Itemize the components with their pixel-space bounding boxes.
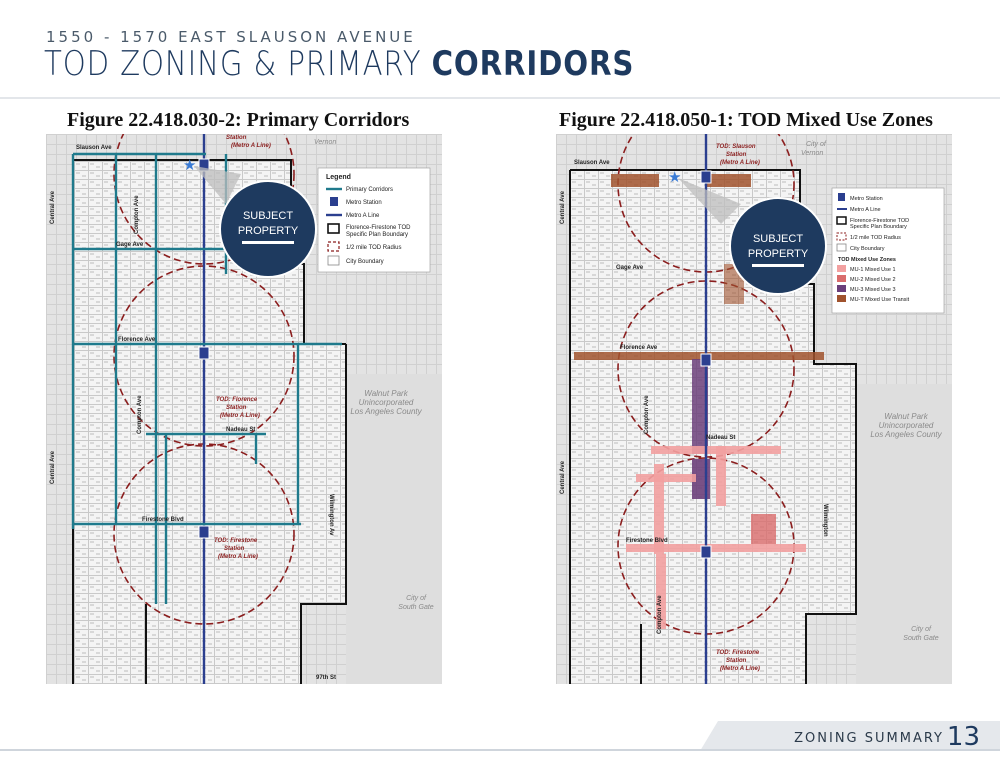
subject-callout-line2: PROPERTY	[237, 225, 299, 237]
subject-callout-line1: SUBJECT	[242, 210, 294, 222]
svg-text:Station: Station	[226, 405, 247, 411]
svg-text:Florence Ave: Florence Ave	[118, 337, 156, 343]
svg-text:South Gate: South Gate	[903, 635, 939, 642]
svg-text:Compton Ave: Compton Ave	[137, 395, 143, 434]
svg-text:City Boundary: City Boundary	[346, 259, 384, 265]
svg-text:Unincorporated: Unincorporated	[878, 421, 934, 430]
svg-text:Compton Ave: Compton Ave	[134, 195, 140, 234]
svg-text:Specific Plan Boundary: Specific Plan Boundary	[346, 232, 409, 238]
svg-text:(Metro A Line): (Metro A Line)	[720, 160, 760, 166]
svg-text:South Gate: South Gate	[398, 604, 434, 611]
page-title-light: TOD ZONING & PRIMARY	[44, 44, 432, 84]
svg-text:MU-3 Mixed Use 3: MU-3 Mixed Use 3	[850, 287, 896, 293]
svg-text:1/2 mile TOD Radius: 1/2 mile TOD Radius	[346, 245, 402, 251]
svg-text:(Metro A Line): (Metro A Line)	[220, 413, 260, 419]
svg-text:TOD: Firestone: TOD: Firestone	[214, 538, 258, 544]
svg-text:Unincorporated: Unincorporated	[358, 398, 414, 407]
svg-text:Firestone Blvd: Firestone Blvd	[142, 517, 184, 523]
figure-left-title: Figure 22.418.030-2: Primary Corridors	[67, 109, 410, 131]
svg-text:Central Ave: Central Ave	[50, 451, 56, 484]
mixed-use-zones-map	[556, 134, 952, 684]
svg-text:Primary Corridors: Primary Corridors	[346, 187, 394, 193]
svg-text:Florence Ave: Florence Ave	[620, 345, 658, 351]
svg-text:Florence-Firestone TOD: Florence-Firestone TOD	[346, 225, 411, 231]
svg-text:Wilmington Av: Wilmington Av	[328, 494, 334, 536]
svg-text:Gage Ave: Gage Ave	[616, 265, 644, 271]
svg-text:Metro A Line: Metro A Line	[346, 213, 380, 219]
svg-text:Metro Station: Metro Station	[346, 200, 382, 206]
svg-text:MU-1 Mixed Use 1: MU-1 Mixed Use 1	[850, 267, 896, 273]
svg-text:City of: City of	[806, 141, 826, 148]
svg-text:(Metro A Line): (Metro A Line)	[231, 143, 271, 149]
svg-text:MU-T Mixed Use Transit: MU-T Mixed Use Transit	[850, 297, 910, 303]
svg-text:(Metro A Line): (Metro A Line)	[218, 554, 258, 560]
svg-text:(Metro A Line): (Metro A Line)	[720, 666, 760, 672]
svg-text:Slauson Ave: Slauson Ave	[76, 145, 112, 151]
page-title	[44, 44, 634, 84]
svg-text:Walnut Park: Walnut Park	[364, 389, 408, 398]
svg-text:TOD: Slauson: TOD: Slauson	[716, 144, 756, 150]
svg-text:Metro Station: Metro Station	[850, 196, 883, 202]
svg-text:Compton Ave: Compton Ave	[644, 395, 650, 434]
svg-text:Wilmington: Wilmington	[822, 504, 828, 537]
subject-star-icon: ★	[183, 157, 197, 174]
page-number: 13	[946, 722, 980, 752]
svg-text:Florence-Firestone TOD: Florence-Firestone TOD	[850, 218, 910, 224]
svg-text:Nadeau St: Nadeau St	[226, 427, 256, 433]
svg-text:1/2 mile TOD Radius: 1/2 mile TOD Radius	[850, 235, 901, 241]
svg-text:City Boundary: City Boundary	[850, 246, 885, 252]
header-divider	[0, 97, 1000, 99]
primary-corridors-map	[46, 134, 442, 684]
svg-text:Central Ave: Central Ave	[560, 191, 566, 224]
svg-text:Los Angeles County: Los Angeles County	[350, 407, 422, 416]
svg-text:Station: Station	[224, 546, 245, 552]
svg-text:Walnut Park: Walnut Park	[884, 412, 928, 421]
svg-text:Station: Station	[726, 152, 747, 158]
page-title-bold: CORRIDORS	[431, 44, 635, 84]
property-address: 1550 - 1570 EAST SLAUSON AVENUE	[46, 28, 416, 46]
figure-right-title: Figure 22.418.050-1: TOD Mixed Use Zones	[559, 109, 933, 131]
svg-text:Los Angeles County: Los Angeles County	[870, 430, 942, 439]
svg-text:Central Ave: Central Ave	[560, 461, 566, 494]
svg-text:City of: City of	[406, 595, 426, 602]
svg-text:Station: Station	[226, 135, 247, 141]
svg-text:MU-2 Mixed Use 2: MU-2 Mixed Use 2	[850, 277, 896, 283]
svg-text:Metro A Line: Metro A Line	[850, 207, 881, 213]
svg-text:TOD Mixed Use Zones: TOD Mixed Use Zones	[838, 257, 896, 263]
svg-text:Nadeau St: Nadeau St	[706, 435, 736, 441]
svg-text:Vernon: Vernon	[801, 150, 824, 157]
svg-text:Gage Ave: Gage Ave	[116, 242, 144, 248]
svg-text:Station: Station	[726, 658, 747, 664]
subject-star-icon-right: ★	[668, 169, 682, 186]
svg-text:Vernon: Vernon	[314, 139, 337, 146]
svg-text:Compton Ave: Compton Ave	[657, 595, 663, 634]
subject-callout-right-line1: SUBJECT	[752, 233, 804, 245]
svg-text:Specific Plan Boundary: Specific Plan Boundary	[850, 224, 907, 230]
svg-text:97th St: 97th St	[316, 675, 337, 681]
svg-text:Central Ave: Central Ave	[50, 191, 56, 224]
footer-divider	[0, 749, 1000, 751]
svg-text:Slauson Ave: Slauson Ave	[574, 160, 610, 166]
subject-callout-right-line2: PROPERTY	[747, 248, 809, 260]
footer-section-label: ZONING SUMMARY	[794, 731, 944, 746]
svg-text:TOD: Florence: TOD: Florence	[216, 397, 258, 403]
svg-text:Legend: Legend	[326, 174, 351, 181]
svg-text:TOD: Firestone: TOD: Firestone	[716, 650, 760, 656]
svg-text:City of: City of	[911, 626, 931, 633]
svg-text:Firestone Blvd: Firestone Blvd	[626, 538, 668, 544]
